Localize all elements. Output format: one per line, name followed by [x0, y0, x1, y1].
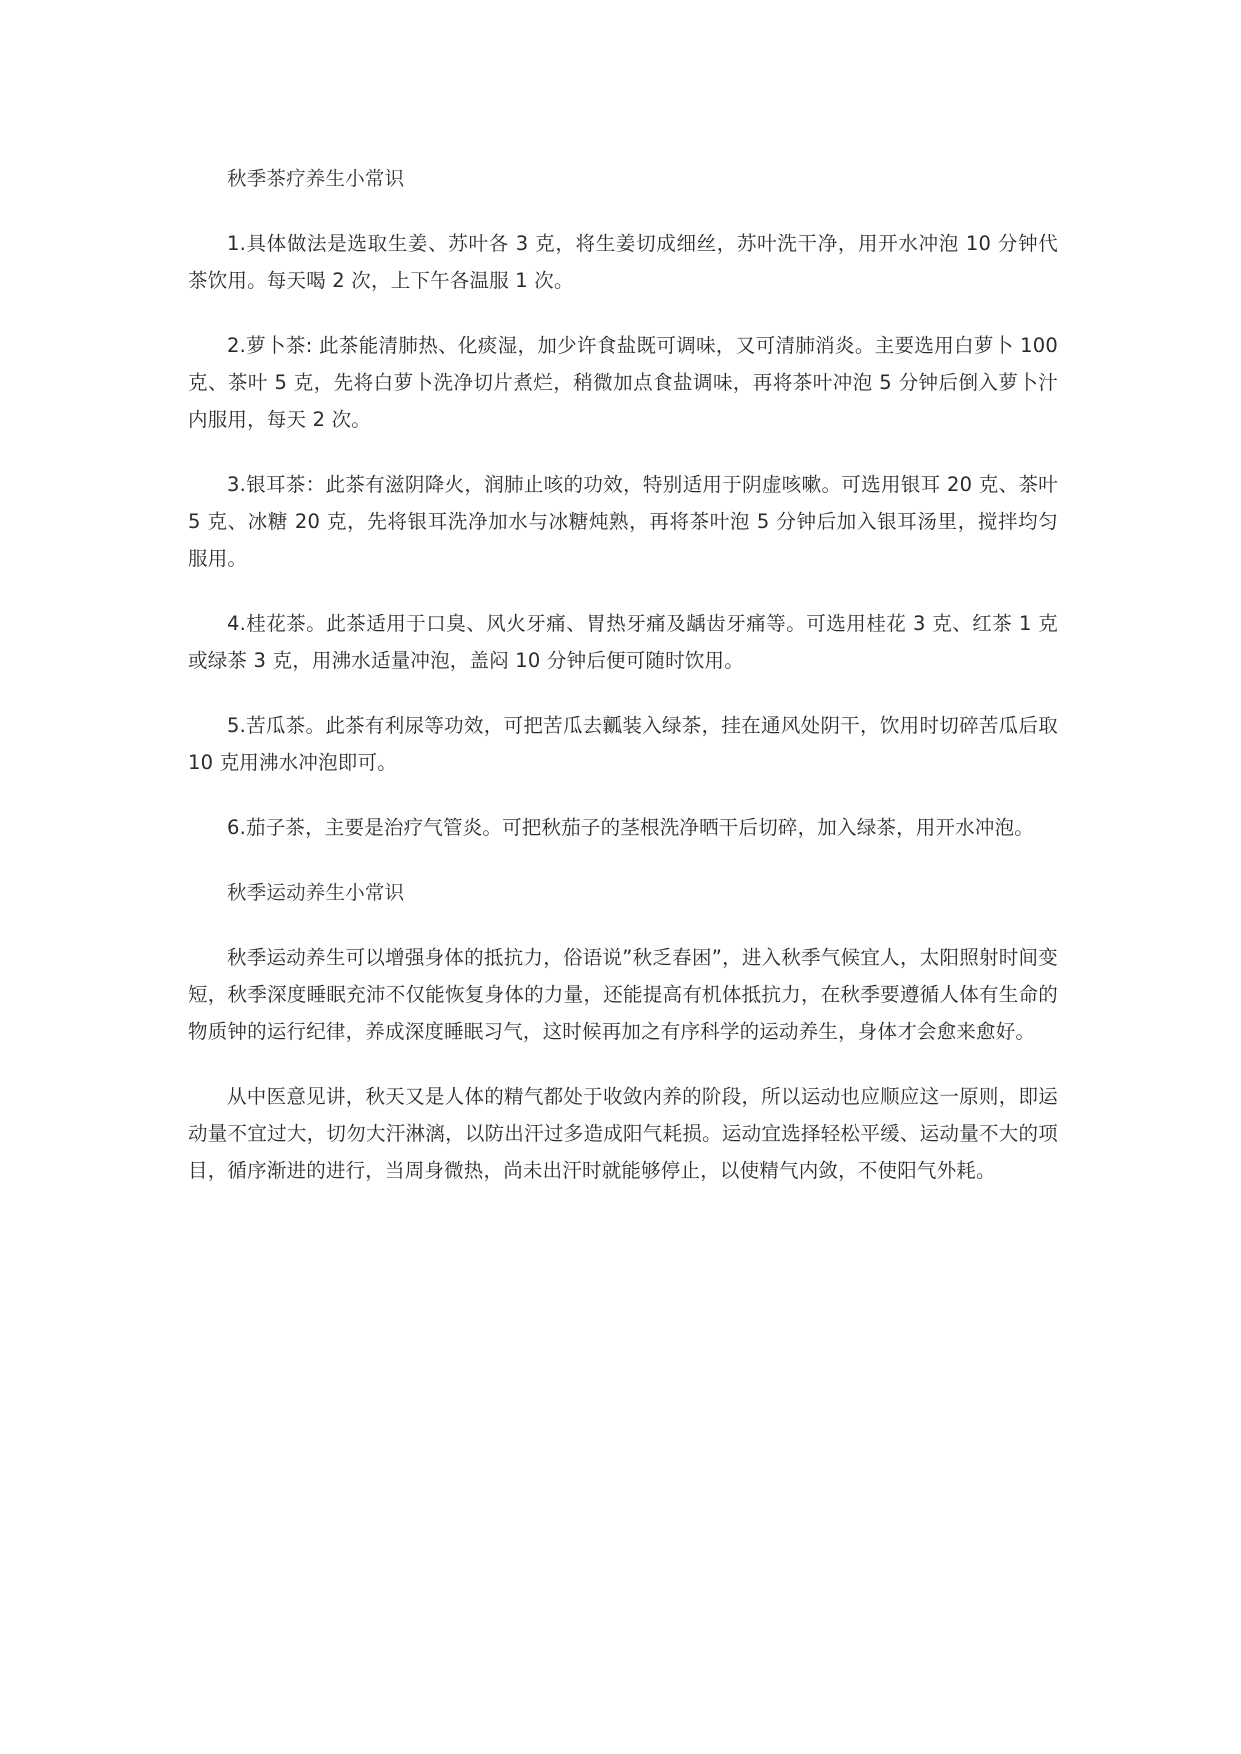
- tea-item-3: 3.银耳茶：此茶有滋阴降火，润肺止咳的功效，特别适用于阴虚咳嗽。可选用银耳 20 克、茶叶 5 克、冰糖 20 克，先将银耳洗净加水与冰糖炖熟，再将茶叶泡 5 分钟后加入银耳汤里，搅拌均匀服用。: [188, 473, 1058, 570]
- tea-item-4: 4.桂花茶。此茶适用于口臭、风火牙痛、胃热牙痛及龋齿牙痛等。可选用桂花 3 克、红茶 1 克或绿茶 3 克，用沸水适量冲泡，盖闷 10 分钟后便可随时饮用。: [188, 612, 1058, 672]
- exercise-paragraph-2: 从中医意见讲，秋天又是人体的精气都处于收敛内养的阶段，所以运动也应顺应这一原则，即运动量不宜过大，切勿大汗淋漓，以防出汗过多造成阳气耗损。运动宜选择轻松平缓、运动量不大的项目，循序渐进的进行，当周身微热，尚未出汗时就能够停止，以使精气内敛，不使阳气外耗。: [188, 1085, 1058, 1182]
- document-body: [188, 160, 1058, 1217]
- exercise-paragraph-1: 秋季运动养生可以增强身体的抵抗力，俗语说”秋乏春困”，进入秋季气候宜人，太阳照射时间变短，秋季深度睡眠充沛不仅能恢复身体的力量，还能提高有机体抵抗力，在秋季要遵循人体有生命的物质钟的运行纪律，养成深度睡眠习气，这时候再加之有序科学的运动养生，身体才会愈来愈好。: [188, 946, 1058, 1043]
- section-heading-exercise: 秋季运动养生小常识: [227, 881, 405, 904]
- tea-item-5: 5.苦瓜茶。此茶有利尿等功效，可把苦瓜去瓤装入绿茶，挂在通风处阴干，饮用时切碎苦瓜后取 10 克用沸水冲泡即可。: [188, 714, 1058, 774]
- tea-item-6: 6.茄子茶，主要是治疗气管炎。可把秋茄子的茎根洗净晒干后切碎，加入绿茶，用开水冲泡。: [227, 816, 1035, 839]
- section-heading-tea: 秋季茶疗养生小常识: [227, 167, 405, 190]
- tea-item-1: 1.具体做法是选取生姜、苏叶各 3 克，将生姜切成细丝，苏叶洗干净，用开水冲泡 10 分钟代茶饮用。每天喝 2 次，上下午各温服 1 次。: [188, 232, 1058, 292]
- tea-item-2: 2.萝卜茶: 此茶能清肺热、化痰湿，加少许食盐既可调味，又可清肺消炎。主要选用白萝卜 100 克、茶叶 5 克，先将白萝卜洗净切片煮烂，稍微加点食盐调味，再将茶叶冲泡 5 分钟后倒入萝卜汁内服用，每天 2 次。: [188, 334, 1058, 431]
